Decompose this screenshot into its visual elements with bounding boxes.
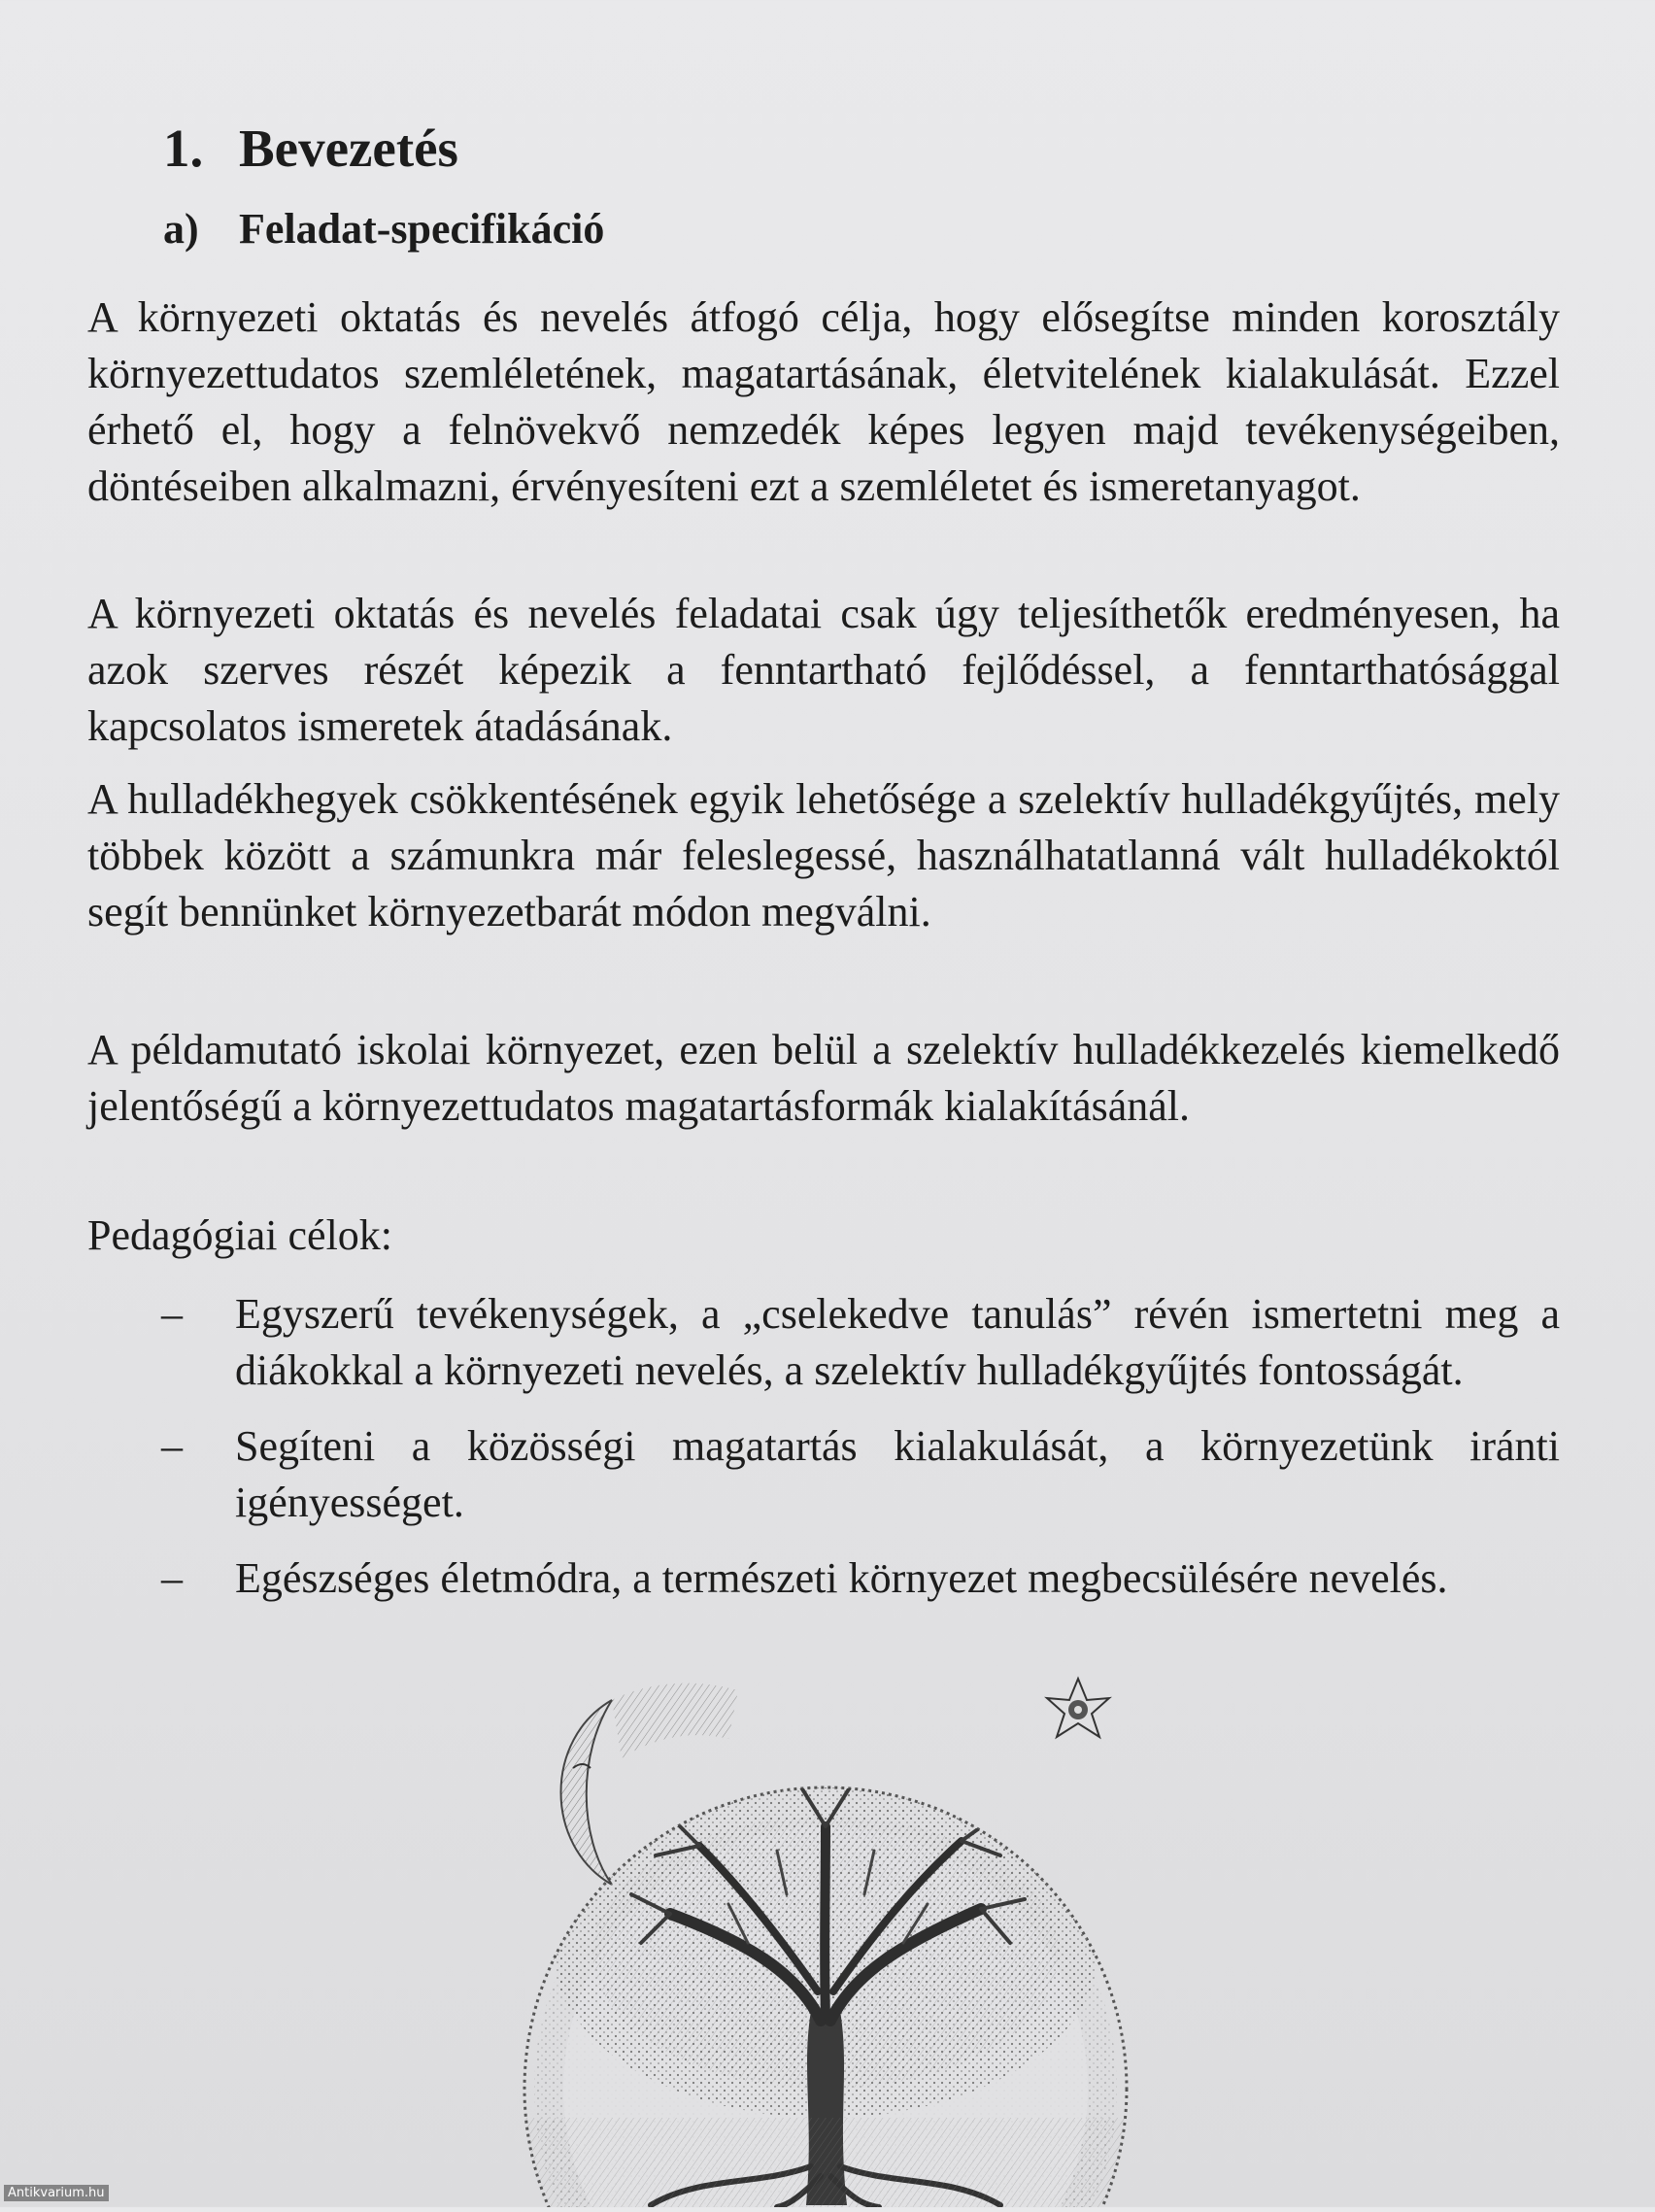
paragraph: A hulladékhegyek csökkentésének egyik lehetősége a szelektív hulladékgyűjtés, mely többek között a számunkra már feleslegessé, használhatatlanná vált hulladékoktól segít bennünket környezetbarát módon megválni. bbox=[87, 775, 1560, 936]
chapter-title: Bevezetés bbox=[239, 119, 458, 178]
tree-of-life-drawing-icon bbox=[505, 1661, 1165, 2207]
dash-bullet: – bbox=[161, 1422, 183, 1470]
list-item bbox=[161, 1286, 1560, 1399]
watermark-label: Antikvarium.hu bbox=[4, 2185, 109, 2201]
list-item-text: Egészséges életmódra, a természeti környezet megbecsülésére nevelés. bbox=[235, 1554, 1448, 1602]
chapter-heading bbox=[163, 117, 458, 181]
chapter-number: 1. bbox=[163, 119, 204, 178]
dash-bullet: – bbox=[161, 1290, 183, 1338]
section-title: Feladat-specifikáció bbox=[239, 205, 605, 253]
goals-list bbox=[161, 1286, 1560, 1626]
list-item bbox=[161, 1418, 1560, 1531]
section-heading bbox=[163, 204, 604, 255]
goals-heading: Pedagógiai célok: bbox=[87, 1211, 393, 1259]
paragraph: A példamutató iskolai környezet, ezen belül a szelektív hulladékkezelés kiemelkedő jelentőségű a környezettudatos magatartásformák kialakításánál. bbox=[87, 1026, 1560, 1130]
section-number: a) bbox=[163, 205, 199, 253]
list-item bbox=[161, 1550, 1560, 1607]
list-item-text: Segíteni a közösségi magatartás kialakulását, a környezetünk iránti igényességet. bbox=[235, 1422, 1560, 1526]
paragraph: A környezeti oktatás és nevelés átfogó célja, hogy elősegítse minden korosztály környezettudatos szemléletének, magatartásának, életvitelének kialakulását. Ezzel érhető el, hogy a felnövekvő nemzedék képes legyen majd tevékenységeiben, döntéseiben alkalmazni, érvényesíteni ezt a szemléletet és ismeretanyagot. bbox=[87, 293, 1560, 510]
paragraph: A környezeti oktatás és nevelés feladatai csak úgy teljesíthetők eredményesen, ha azok szerves részét képezik a fenntartható fejlődéssel, a fenntarthatósággal kapcsolatos ismeretek átadásának. bbox=[87, 590, 1560, 750]
dash-bullet: – bbox=[161, 1554, 183, 1602]
list-item-text: Egyszerű tevékenységek, a „cselekedve tanulás” révén ismertetni meg a diákokkal a környezeti nevelés, a szelektív hulladékgyűjtés fontosságát. bbox=[235, 1290, 1560, 1394]
